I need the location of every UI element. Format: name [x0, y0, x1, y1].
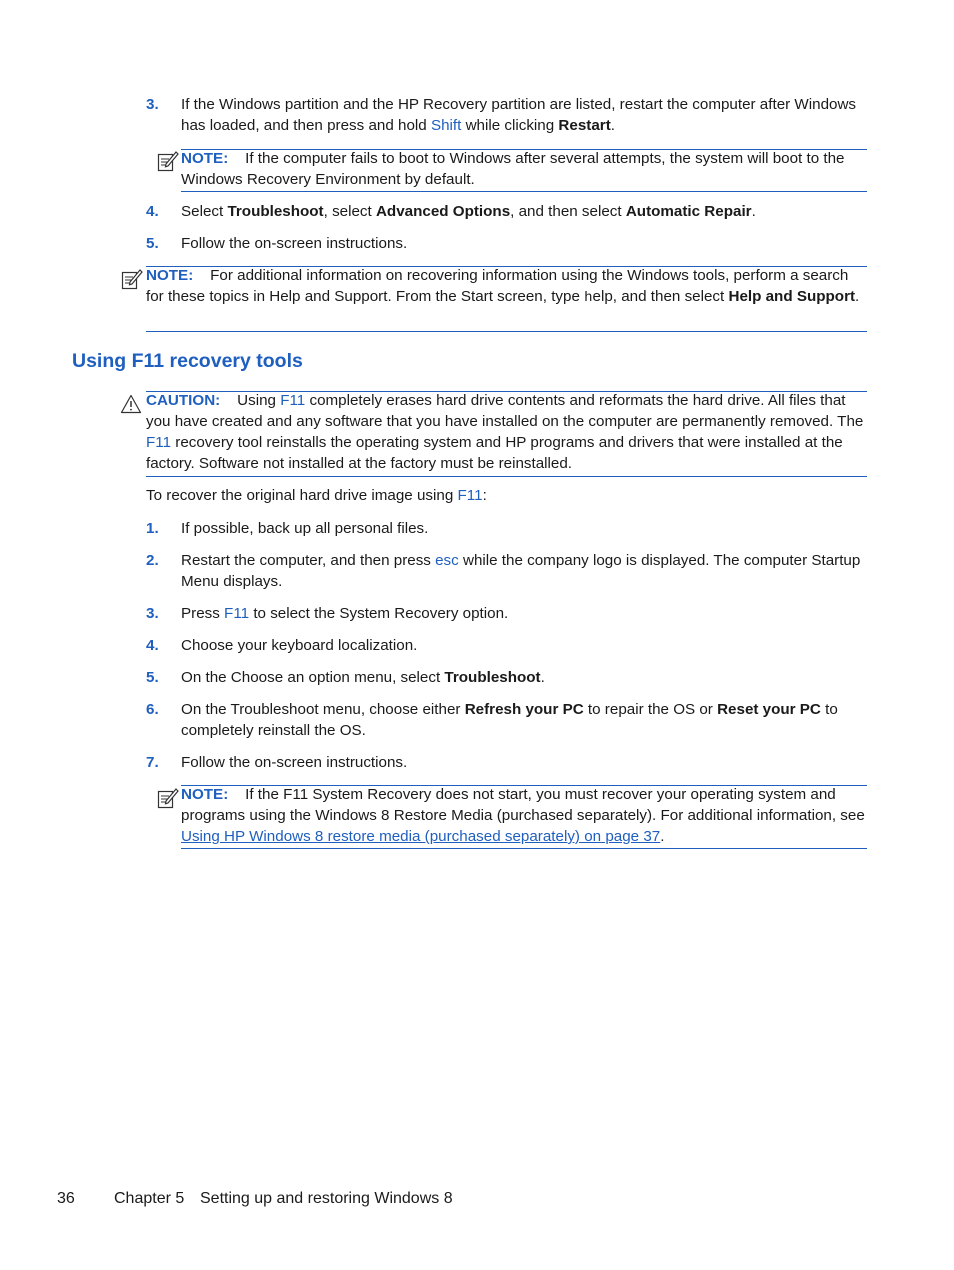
- step-b3-text: Press F11 to select the System Recovery option.: [181, 605, 509, 622]
- intro-paragraph: To recover the original hard drive image using F11:: [146, 487, 487, 504]
- note-label: NOTE:: [181, 150, 229, 167]
- note-3: NOTE: If the F11 System Recovery does not start, you must recover your operating system and programs using the Windows 8 Restore Media (purchased separately). For additional information, see Using HP Windows 8 restore media (purchased separately) on page 37.: [181, 786, 865, 845]
- step-number: 3.: [146, 605, 159, 622]
- warning-triangle-icon: [120, 394, 142, 414]
- step-a3-text: If the Windows partition and the HP Recovery partition are listed, restart the computer after Windows has loaded, and then press and hold Shift while clicking Restart.: [181, 96, 857, 134]
- step-b6-text: On the Troubleshoot menu, choose either Refresh your PC to repair the OS or Reset your PC to completely reinstall the OS.: [181, 701, 838, 739]
- note-2: NOTE: For additional information on recovering information using the Windows tools, perform a search for these topics in Help and Support. From the Start screen, type help, and then select Help and Support.: [146, 267, 860, 306]
- step-number: 5.: [146, 235, 159, 252]
- note-label: NOTE:: [181, 786, 229, 803]
- note-label: NOTE:: [146, 267, 194, 284]
- note-pencil-icon: [121, 268, 143, 290]
- step-b2-text: Restart the computer, and then press esc while the company logo is displayed. The computer Startup Menu displays.: [181, 552, 861, 590]
- step-number: 6.: [146, 701, 159, 718]
- note-bottom-rule: [146, 331, 867, 332]
- step-number: 1.: [146, 520, 159, 537]
- page-number: 36: [57, 1190, 75, 1207]
- step-b1-text: If possible, back up all personal files.: [181, 520, 429, 537]
- caution-block: CAUTION: Using F11 completely erases hard drive contents and reformats the hard drive. All files that you have created and any software that you have installed on the computer are permanently removed. The F11 recovery tool reinstalls the operating system and HP programs and drivers that were installed at the factory. Software not installed at the factory must be reinstalled.: [146, 392, 864, 472]
- note-bottom-rule: [181, 191, 867, 192]
- step-number: 5.: [146, 669, 159, 686]
- step-b5-text: On the Choose an option menu, select Troubleshoot.: [181, 669, 545, 686]
- step-number: 7.: [146, 754, 159, 771]
- key-f11: F11: [146, 434, 172, 451]
- step-number: 2.: [146, 552, 159, 569]
- step-number: 4.: [146, 203, 159, 220]
- caution-label: CAUTION:: [146, 392, 221, 409]
- key-shift: Shift: [430, 117, 462, 134]
- restore-media-link[interactable]: Using HP Windows 8 restore media (purchased separately) on page 37: [181, 828, 661, 845]
- caution-bottom-rule: [146, 476, 867, 477]
- footer-chapter: Chapter 5: [114, 1190, 185, 1207]
- key-f11: F11: [224, 605, 250, 622]
- note-bottom-rule: [181, 848, 867, 849]
- key-f11: F11: [280, 392, 306, 409]
- step-a4-text: Select Troubleshoot, select Advanced Options, and then select Automatic Repair.: [181, 203, 756, 220]
- section-heading: Using F11 recovery tools: [72, 350, 303, 372]
- step-number: 4.: [146, 637, 159, 654]
- footer-title: Setting up and restoring Windows 8: [200, 1190, 453, 1207]
- step-b7-text: Follow the on-screen instructions.: [181, 754, 408, 771]
- note-pencil-icon: [157, 787, 179, 809]
- note-pencil-icon: [157, 150, 179, 172]
- note-1: NOTE: If the computer fails to boot to Windows after several attempts, the system will boot to the Windows Recovery Environment by default.: [181, 150, 845, 188]
- key-f11: F11: [457, 487, 483, 504]
- key-esc: esc: [435, 552, 459, 569]
- step-a5-text: Follow the on-screen instructions.: [181, 235, 408, 252]
- step-number: 3.: [146, 96, 159, 113]
- step-b4-text: Choose your keyboard localization.: [181, 637, 418, 654]
